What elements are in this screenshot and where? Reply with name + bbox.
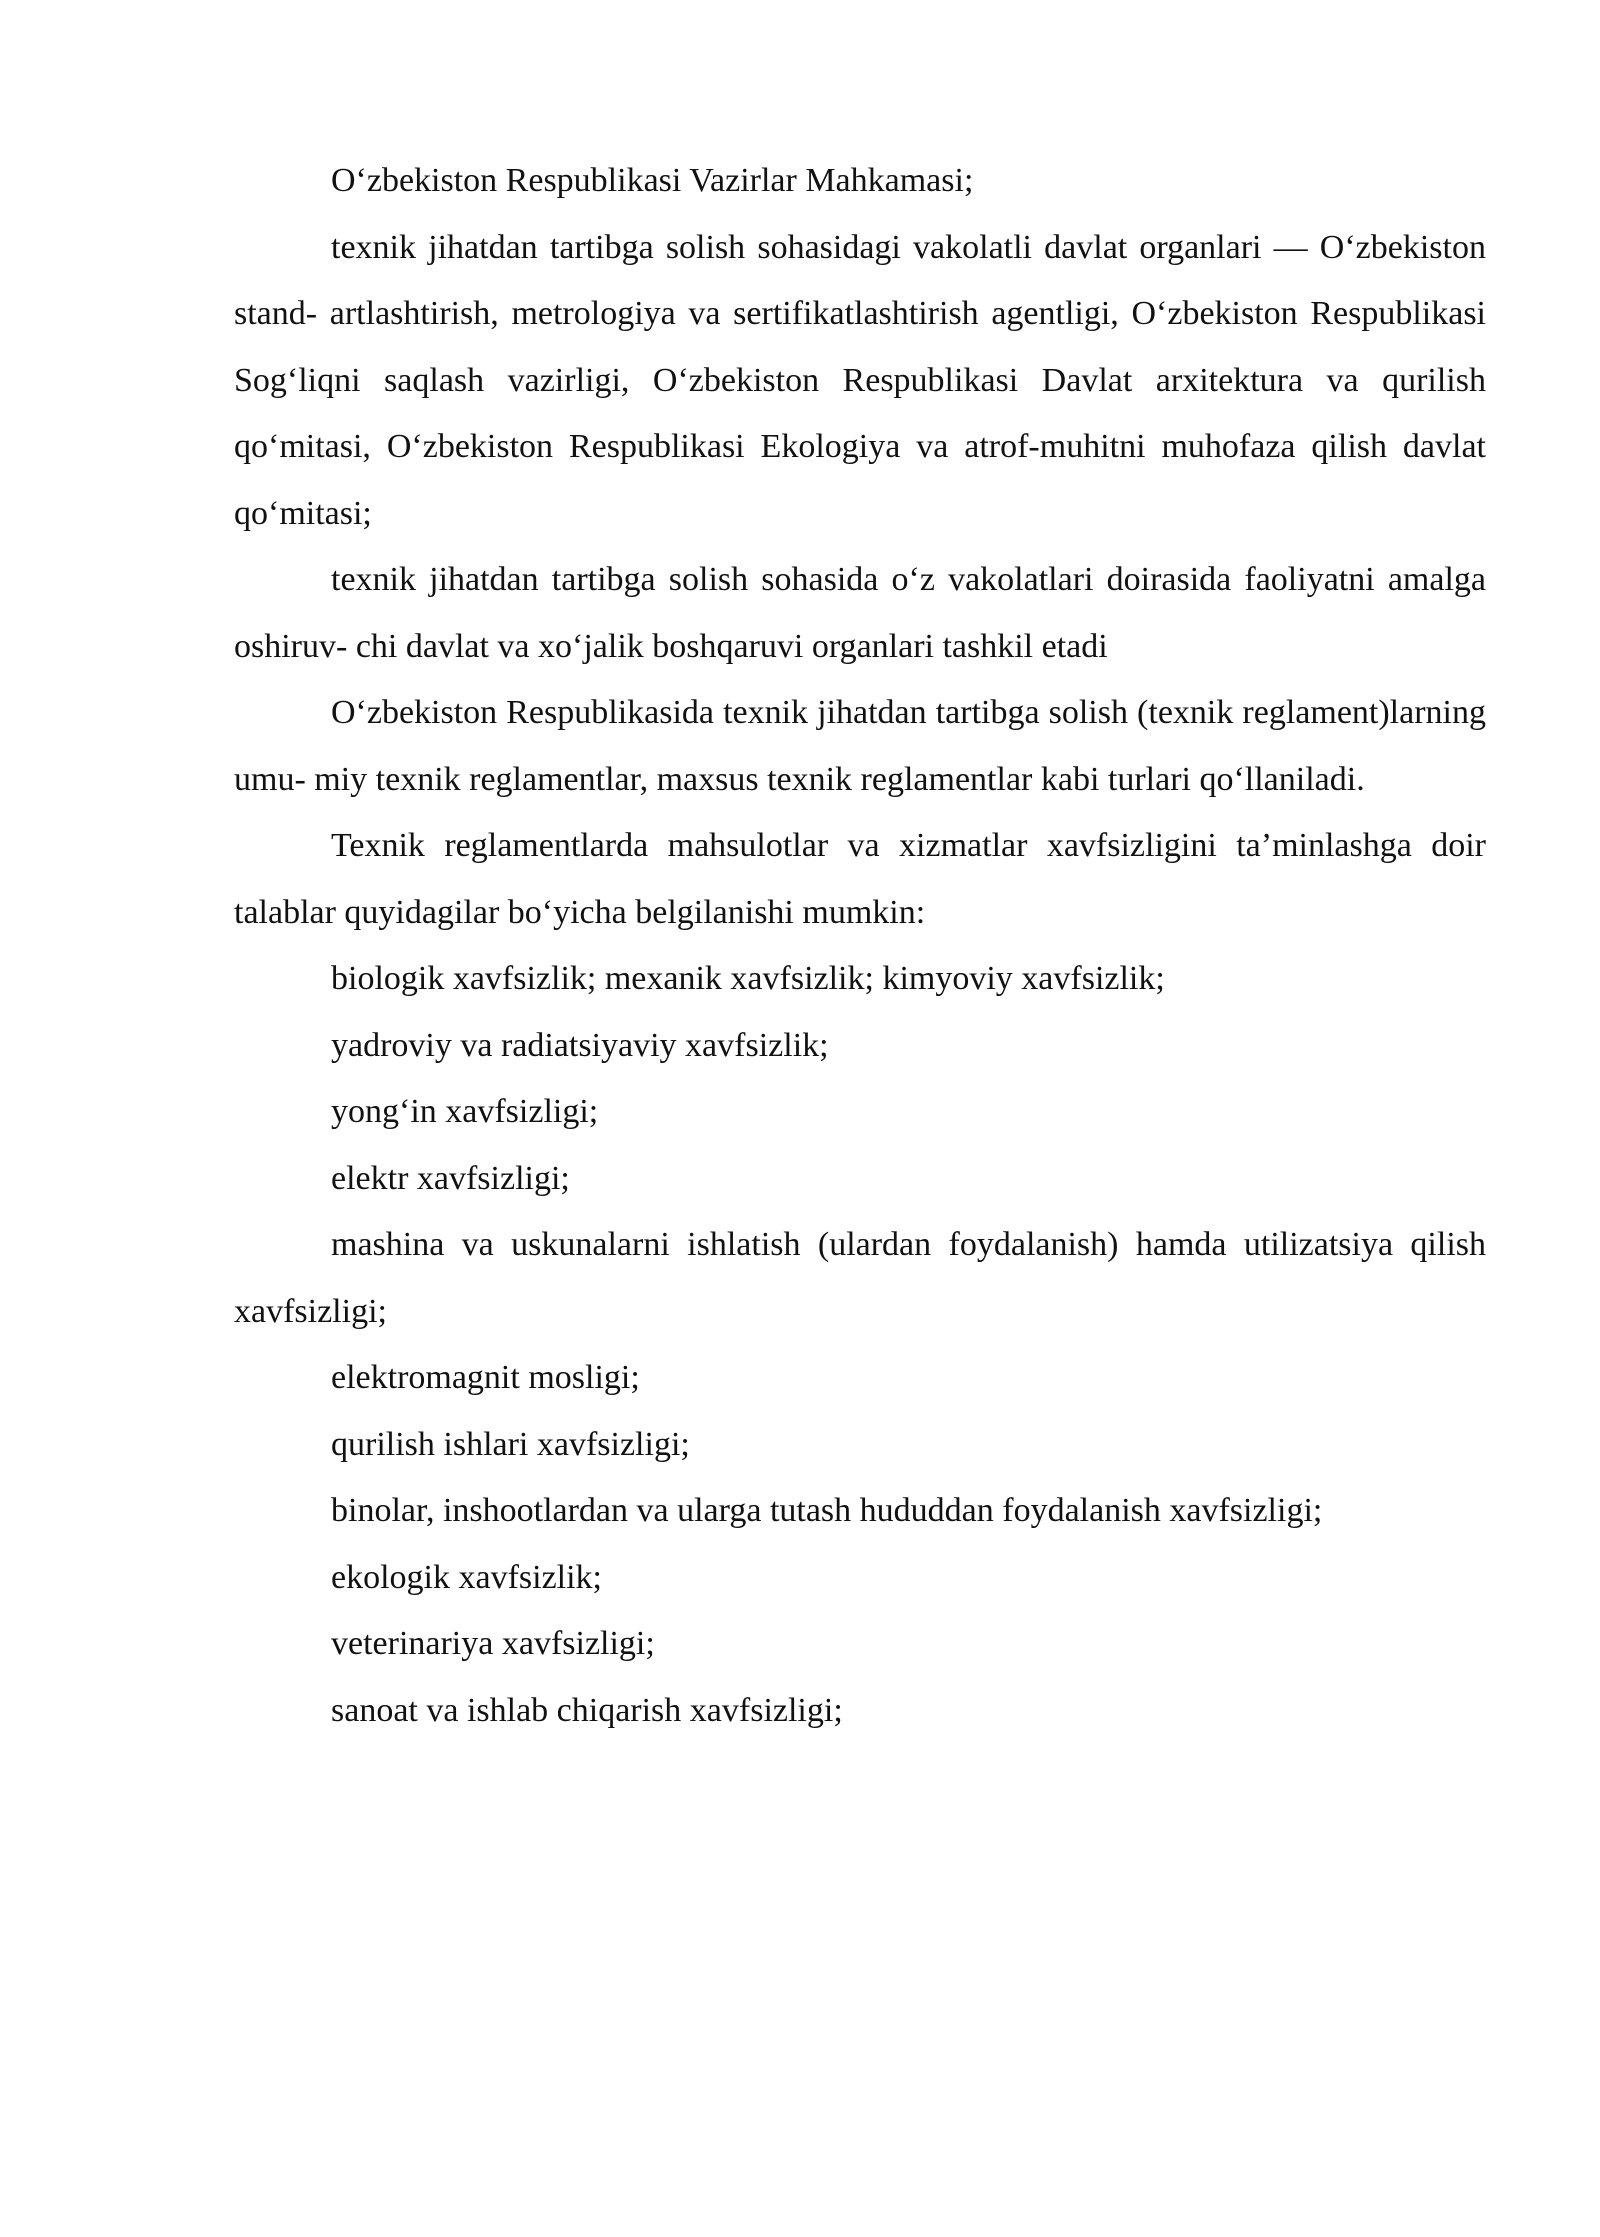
list-item-ekologik: ekologik xavfsizlik;: [331, 1558, 603, 1596]
paragraph-talablar: Texnik reglamentlarda mahsulotlar va xizmatlar xavfsizligini ta’minlashga doir talablar quyidagilar bo‘yicha belgilanishi mumkin:: [234, 827, 1486, 931]
list-item-yongin: yong‘in xavfsizligi;: [331, 1093, 599, 1130]
list-item-qurilish: qurilish ishlari xavfsizligi;: [331, 1425, 690, 1463]
document-body: [234, 148, 1486, 1744]
list-item-elektr: elektr xavfsizligi;: [331, 1159, 570, 1197]
list-item-biologik: biologik xavfsizlik; mexanik xavfsizlik; kimyoviy xavfsizlik;: [331, 960, 1165, 997]
list-item-mashina: mashina va uskunalarni ishlatish (ulardan foydalanish) hamda utilizatsiya qilish xavfsizligi;: [234, 1226, 1486, 1330]
list-item-veterinariya: veterinariya xavfsizligi;: [331, 1625, 655, 1662]
paragraph-boshqaruv-organlari: texnik jihatdan tartibga solish sohasida o‘z vakolatlari doirasida faoliyatni amalga oshiruv- chi davlat va xo‘jalik boshqaruvi organlari tashkil etadi: [234, 561, 1486, 665]
list-item-yadroviy: yadroviy va radiatsiyaviy xavfsizlik;: [331, 1026, 829, 1064]
paragraph-vakolatli-organlar: texnik jihatdan tartibga solish sohasidagi vakolatli davlat organlari — O‘zbekiston stand- artlashtirish, metrologiya va sertifikatlashtirish agentligi, O‘zbekiston Respublikasi Sog‘liqni saqlash vazirligi, O‘zbekiston Respublikasi Davlat arxitektura va qurilish qo‘mitasi, O‘zbekiston Respublikasi Ekologiya va atrof-muhitni muhofaza qilish davlat qo‘mitasi;: [234, 228, 1486, 532]
list-item-binolar: binolar, inshootlardan va ularga tutash hududdan foydalanish xavfsizligi;: [331, 1492, 1323, 1529]
paragraph-vazirlar-mahkamasi: O‘zbekiston Respublikasi Vazirlar Mahkamasi;: [331, 162, 974, 199]
list-item-sanoat: sanoat va ishlab chiqarish xavfsizligi;: [331, 1691, 843, 1729]
list-item-elektromagnit: elektromagnit mosligi;: [331, 1359, 640, 1396]
paragraph-reglament-turlari: O‘zbekiston Respublikasida texnik jihatdan tartibga solish (texnik reglament)larning umu- miy texnik reglamentlar, maxsus texnik reglamentlar kabi turlari qo‘llaniladi.: [234, 694, 1486, 798]
